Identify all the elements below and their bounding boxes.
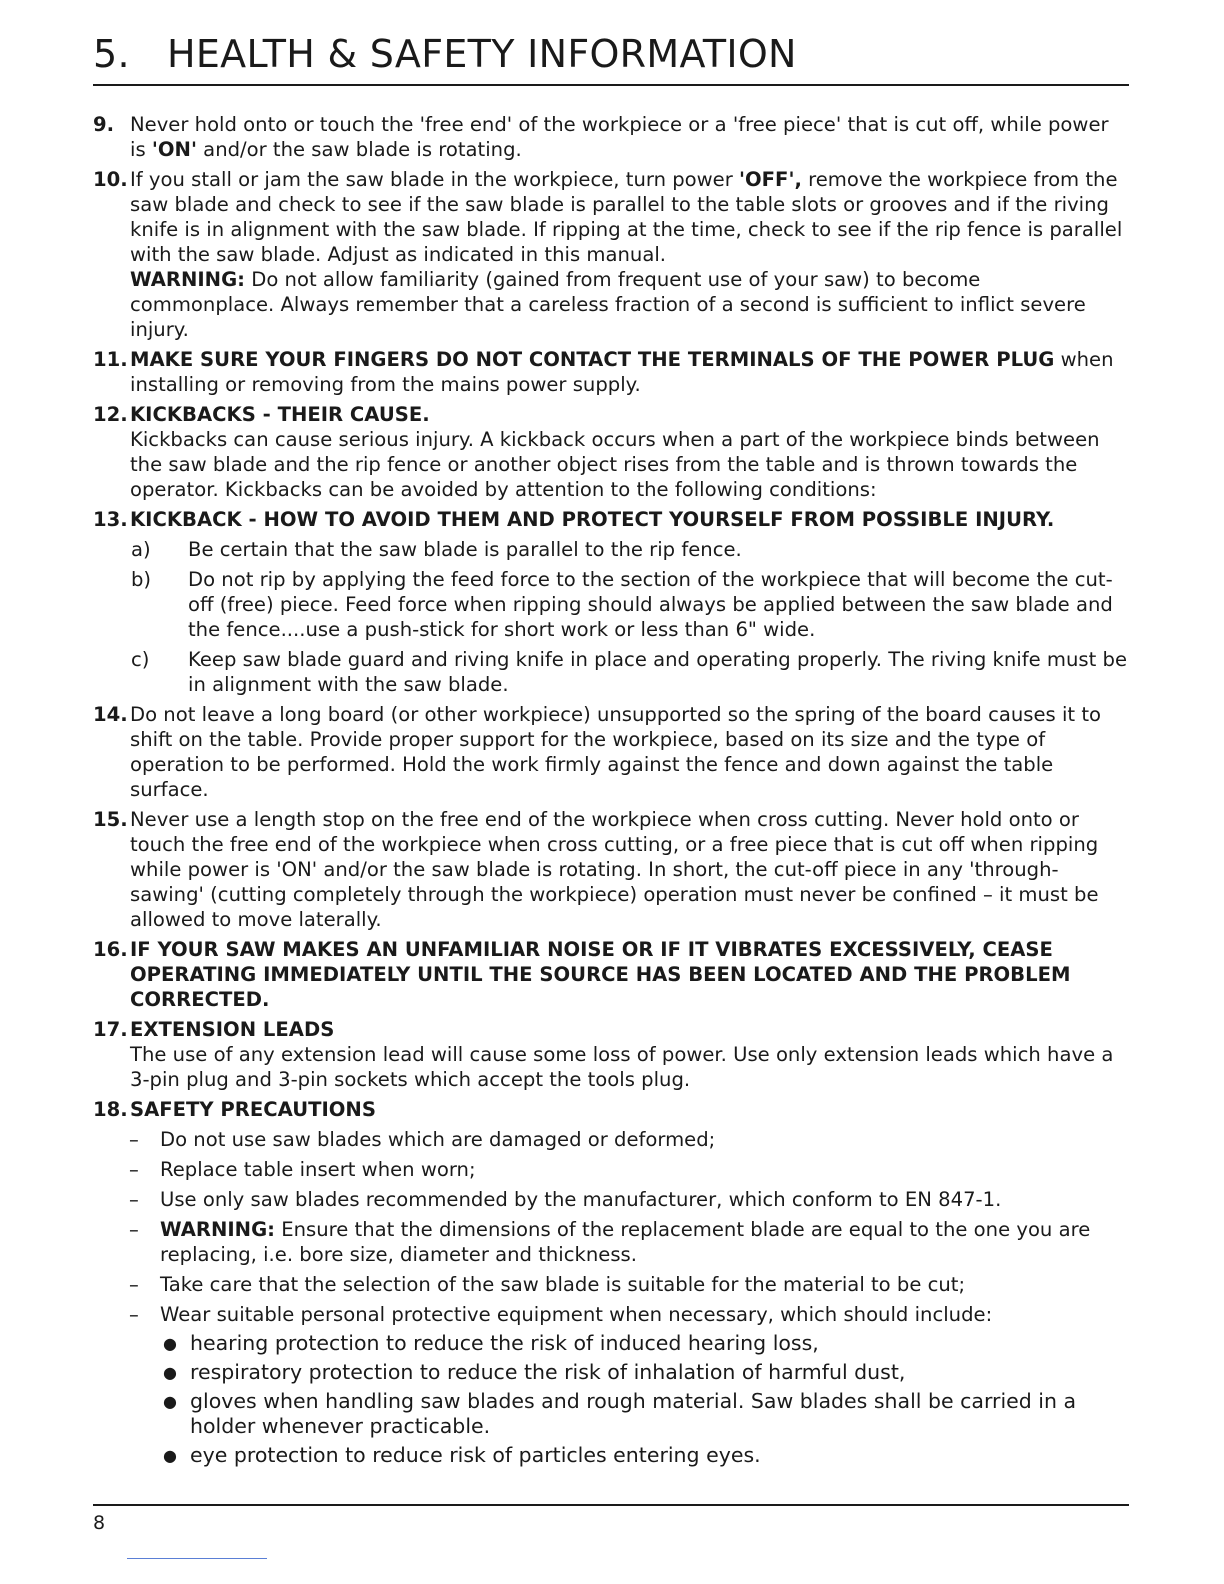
bullet-icon: ●: [163, 1363, 177, 1382]
item-bold: IF YOUR SAW MAKES AN UNFAMILIAR NOISE OR IF IT VIBRATES EXCESSIVELY, CEASE OPERATING IMMEDIATELY UNTIL THE SOURCE HAS BEEN LOCATED AND THE PROBLEM CORRECTED.: [130, 938, 1071, 1011]
page-number: 8: [93, 1512, 106, 1534]
warning-text: Do not allow familiarity (gained from frequent use of your saw) to become commonplace. Always remember that a careless fraction of a second is sufficient to inflict severe injury.: [130, 268, 1086, 341]
manual-page: [93, 28, 1129, 1468]
item-number: 10.: [93, 168, 128, 191]
ppe-text: eye protection to reduce risk of particles entering eyes.: [190, 1443, 761, 1467]
item-heading: KICKBACKS - THEIR CAUSE.: [130, 403, 430, 426]
precaution-text: Do not use saw blades which are damaged or deformed;: [160, 1128, 716, 1151]
item-number: 13.: [93, 508, 128, 531]
precaution-3: [93, 1187, 1129, 1212]
item-number: 17.: [93, 1018, 128, 1041]
item-10: [93, 167, 1129, 342]
item-number: 11.: [93, 348, 128, 371]
warning-paragraph: [130, 267, 1129, 342]
scan-artifact-line: [127, 1558, 267, 1559]
item-11: [93, 347, 1129, 397]
sub-item-c: [93, 647, 1129, 697]
item-number: 18.: [93, 1098, 128, 1121]
sub-item-label: c): [131, 648, 150, 671]
precaution-1: [93, 1127, 1129, 1152]
sub-item-text: Do not rip by applying the feed force to the section of the workpiece that will become the cut-off (free) piece. Feed force when ripping should always be applied between the saw blade and the fence....use a push-stick for short work or less than 6" wide.: [188, 568, 1113, 641]
ppe-text: gloves when handling saw blades and rough material. Saw blades shall be carried in a holder whenever practicable.: [190, 1389, 1077, 1438]
bullet-icon: ●: [163, 1392, 177, 1411]
safety-list: [93, 112, 1129, 1468]
ppe-text: respiratory protection to reduce the risk of inhalation of harmful dust,: [190, 1360, 906, 1384]
precaution-5: [93, 1272, 1129, 1297]
item-14: [93, 702, 1129, 802]
section-title: [93, 28, 1129, 84]
ppe-item-3: [93, 1389, 1129, 1439]
item-bold: MAKE SURE YOUR FINGERS DO NOT CONTACT THE TERMINALS OF THE POWER PLUG: [130, 348, 1055, 371]
item-9: [93, 112, 1129, 162]
sub-item-a: [93, 537, 1129, 562]
precaution-text: Take care that the selection of the saw blade is suitable for the material to be cut;: [160, 1273, 966, 1296]
item-18: [93, 1097, 1129, 1122]
sub-item-label: b): [131, 568, 152, 591]
warning-label: WARNING:: [130, 268, 245, 291]
precaution-text: Wear suitable personal protective equipment when necessary, which should include:: [160, 1303, 993, 1326]
dash-marker: –: [129, 1303, 139, 1326]
section-heading-text: HEALTH & SAFETY INFORMATION: [167, 32, 797, 76]
item-heading: SAFETY PRECAUTIONS: [130, 1098, 376, 1121]
item-number: 15.: [93, 808, 128, 831]
item-text: The use of any extension lead will cause some loss of power. Use only extension leads which have a 3-pin plug and 3-pin sockets which accept the tools plug.: [130, 1043, 1114, 1091]
sub-item-label: a): [131, 538, 151, 561]
title-rule: [93, 84, 1129, 86]
item-text: If you stall or jam the saw blade in the workpiece, turn power: [130, 168, 740, 191]
item-number: 12.: [93, 403, 128, 426]
dash-marker: –: [129, 1273, 139, 1296]
sub-item-text: Be certain that the saw blade is parallel to the rip fence.: [188, 538, 742, 561]
item-number: 16.: [93, 938, 128, 961]
ppe-item-1: [93, 1331, 1129, 1356]
dash-marker: –: [129, 1158, 139, 1181]
section-number: 5.: [93, 32, 130, 76]
item-text: Never use a length stop on the free end of the workpiece when cross cutting. Never hold onto or touch the free end of the workpiece when cross cutting, or a free piece that is cut off when ripping while power is 'ON' and/or the saw blade is rotating. In short, the cut-off piece in any 'through-sawing' (cutting completely through the workpiece) operation must never be confined – it must be allowed to move laterally.: [130, 808, 1099, 931]
item-text: Do not leave a long board (or other workpiece) unsupported so the spring of the board causes it to shift on the table. Provide proper support for the workpiece, based on its size and the type of operation to be performed. Hold the work firmly against the fence and down against the table surface.: [130, 703, 1102, 801]
precaution-2: [93, 1157, 1129, 1182]
precaution-text: Replace table insert when worn;: [160, 1158, 476, 1181]
item-15: [93, 807, 1129, 932]
bullet-icon: ●: [163, 1446, 177, 1465]
dash-marker: –: [129, 1128, 139, 1151]
item-number: 9.: [93, 113, 115, 136]
ppe-item-4: [93, 1443, 1129, 1468]
dash-marker: –: [129, 1188, 139, 1211]
item-text: Kickbacks can cause serious injury. A kickback occurs when a part of the workpiece binds between the saw blade and the rip fence or another object rises from the table and is thrown towards the operator. Kickbacks can be avoided by attention to the following conditions:: [130, 428, 1100, 501]
precaution-text: Ensure that the dimensions of the replacement blade are equal to the one you are replacing, i.e. bore size, diameter and thickness.: [160, 1218, 1091, 1266]
dash-marker: –: [129, 1218, 139, 1241]
item-13: [93, 507, 1129, 532]
precaution-6: [93, 1302, 1129, 1327]
precaution-4: [93, 1217, 1129, 1267]
precaution-text: Use only saw blades recommended by the manufacturer, which conform to EN 847-1.: [160, 1188, 1002, 1211]
item-bold: 'OFF',: [739, 168, 802, 191]
item-heading: KICKBACK - HOW TO AVOID THEM AND PROTECT YOURSELF FROM POSSIBLE INJURY.: [130, 508, 1055, 531]
item-bold: 'ON': [151, 138, 197, 161]
item-number: 14.: [93, 703, 128, 726]
item-text: when installing or removing from the mains power supply.: [130, 348, 1114, 396]
warning-label: WARNING:: [160, 1218, 275, 1241]
item-text: Never hold onto or touch the 'free end' of the workpiece or a 'free piece' that is cut off, while power is: [130, 113, 1109, 161]
item-12: [93, 402, 1129, 502]
footer-rule: [93, 1504, 1129, 1506]
sub-item-b: [93, 567, 1129, 642]
ppe-text: hearing protection to reduce the risk of induced hearing loss,: [190, 1331, 819, 1355]
item-16: [93, 937, 1129, 1012]
ppe-item-2: [93, 1360, 1129, 1385]
item-17: [93, 1017, 1129, 1092]
item-text: and/or the saw blade is rotating.: [196, 138, 522, 161]
item-text: remove the workpiece from the saw blade and check to see if the saw blade is parallel to the table slots or grooves and if the riving knife is in alignment with the saw blade. If ripping at the time, check to see if the rip fence is parallel with the saw blade. Adjust as indicated in this manual.: [130, 168, 1123, 266]
sub-item-text: Keep saw blade guard and riving knife in place and operating properly. The riving knife must be in alignment with the saw blade.: [188, 648, 1128, 696]
item-heading: EXTENSION LEADS: [130, 1018, 335, 1041]
bullet-icon: ●: [163, 1334, 177, 1353]
